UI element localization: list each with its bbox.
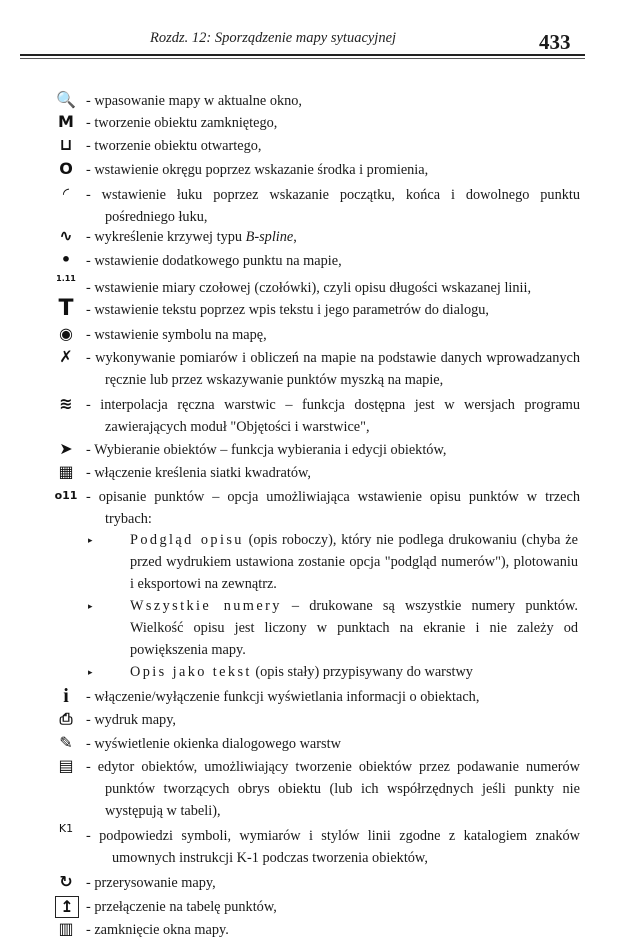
k1-hints-icon: K1 <box>58 822 74 835</box>
list-item: ⎙ - wydruk mapy, <box>55 709 580 731</box>
list-item: o11 - opisanie punktów – opcja umożliwiająca wstawienie opisu punktów w trzech trybach: <box>55 486 580 530</box>
open-object-icon: ⊔ <box>59 135 73 154</box>
list-item: ✎ - wyświetlenie okienka dialogowego warstw <box>55 733 580 755</box>
bullet-icon: ▸ <box>88 535 93 545</box>
bullet-icon: ▸ <box>88 667 93 677</box>
list-item: i - włączenie/wyłączenie funkcji wyświetlania informacji o obiektach, <box>55 686 580 708</box>
point-icon: • <box>60 250 72 269</box>
info-icon: i <box>63 685 69 707</box>
point-labels-icon: o11 <box>54 489 78 502</box>
list-item: ↻ - przerysowanie mapy, <box>55 872 580 894</box>
bullet-item: ▸ Wszystkie numery – drukowane są wszystkie numery punktów. Wielkość opisu jest liczony w punktach na ekranie i nie zależy od powiększenia mapy. <box>88 595 578 661</box>
header-rule <box>20 54 585 56</box>
list-item: ↥ - przełączenie na tabelę punktów, <box>55 896 580 918</box>
list-item: T - wstawienie tekstu poprzez wpis tekstu i jego parametrów do dialogu, <box>55 299 580 321</box>
running-header: Rozdz. 12: Sporządzenie mapy sytuacyjnej <box>150 30 397 46</box>
arc-icon: ◜ <box>62 184 70 203</box>
list-item: ✗ - wykonywanie pomiarów i obliczeń na mapie na podstawie danych wprowadzanych ręcznie lub przez wskazywanie punktów myszką na mapie, <box>55 347 580 391</box>
zoom-fit-icon: 🔍 <box>56 90 76 109</box>
close-map-icon: ▥ <box>58 919 74 938</box>
grid-icon: ▦ <box>58 462 74 481</box>
object-editor-icon: ▤ <box>58 756 74 775</box>
bspline-icon: ∿ <box>59 226 73 245</box>
bullet-item: ▸ Opis jako tekst (opis stały) przypisywany do warstwy <box>88 661 578 683</box>
bullet-icon: ▸ <box>88 601 93 611</box>
header-rule-thin <box>20 58 585 59</box>
list-item: ∿ - wykreślenie krzywej typu B-spline, <box>55 226 580 248</box>
list-item: ▥ - zamknięcie okna mapy. <box>55 919 580 941</box>
list-item: ▦ - włączenie kreślenia siatki kwadratów, <box>55 462 580 484</box>
measure-icon: ✗ <box>59 347 73 366</box>
closed-object-icon: M <box>58 112 74 131</box>
list-item: ◉ - wstawienie symbolu na mapę, <box>55 324 580 346</box>
list-item: • - wstawienie dodatkowego punktu na mapie, <box>55 250 580 272</box>
page-number: 433 <box>539 30 571 54</box>
list-item: ◜ - wstawienie łuku poprzez wskazanie początku, końca i dowolnego punktu pośredniego łuku, <box>55 184 580 228</box>
text-icon: T <box>58 296 74 321</box>
bullet-item: ▸ Podgląd opisu (opis roboczy), który nie podlega drukowaniu (chyba że przed wydrukiem ustawiona zostanie opcja "podgląd numerów"), plotowaniu i eksportowi na zewnątrz. <box>88 529 578 595</box>
list-item: K1 - podpowiedzi symboli, wymiarów i stylów linii zgodne z katalogiem znaków umownych instrukcji K-1 podczas tworzenia obiektów, <box>55 825 580 869</box>
circle-icon: O <box>59 159 73 178</box>
list-item: ≋ - interpolacja ręczna warstwic – funkcja dostępna jest w wersjach programu zawierających moduł "Objętości i warstwice", <box>55 394 580 438</box>
select-arrow-icon: ➤ <box>59 439 73 458</box>
list-item: O - wstawienie okręgu poprzez wskazanie środka i promienia, <box>55 159 580 181</box>
dimension-icon: 1.11 <box>56 274 76 283</box>
print-icon: ⎙ <box>59 709 73 728</box>
symbol-icon: ◉ <box>59 324 73 343</box>
list-item: ➤ - Wybieranie obiektów – funkcja wybierania i edycji obiektów, <box>55 439 580 461</box>
layers-icon: ✎ <box>59 733 73 752</box>
list-item: 🔍 - wpasowanie mapy w aktualne okno, <box>56 90 302 109</box>
points-table-icon: ↥ <box>55 896 79 918</box>
list-item: 1.11 - wstawienie miary czołowej (czołówki), czyli opisu długości wskazanej linii, <box>55 277 580 299</box>
contour-icon: ≋ <box>59 394 73 413</box>
list-item: ⊔ - tworzenie obiektu otwartego, <box>55 135 580 157</box>
redraw-icon: ↻ <box>59 872 73 891</box>
list-item: M - tworzenie obiektu zamkniętego, <box>55 112 580 134</box>
list-item: ▤ - edytor obiektów, umożliwiający tworzenie obiektów przez podawanie numerów punktów tworzących obrys obiektu (lub ich współrzędnych jeśli punkty nie występują w tabeli), <box>55 756 580 822</box>
